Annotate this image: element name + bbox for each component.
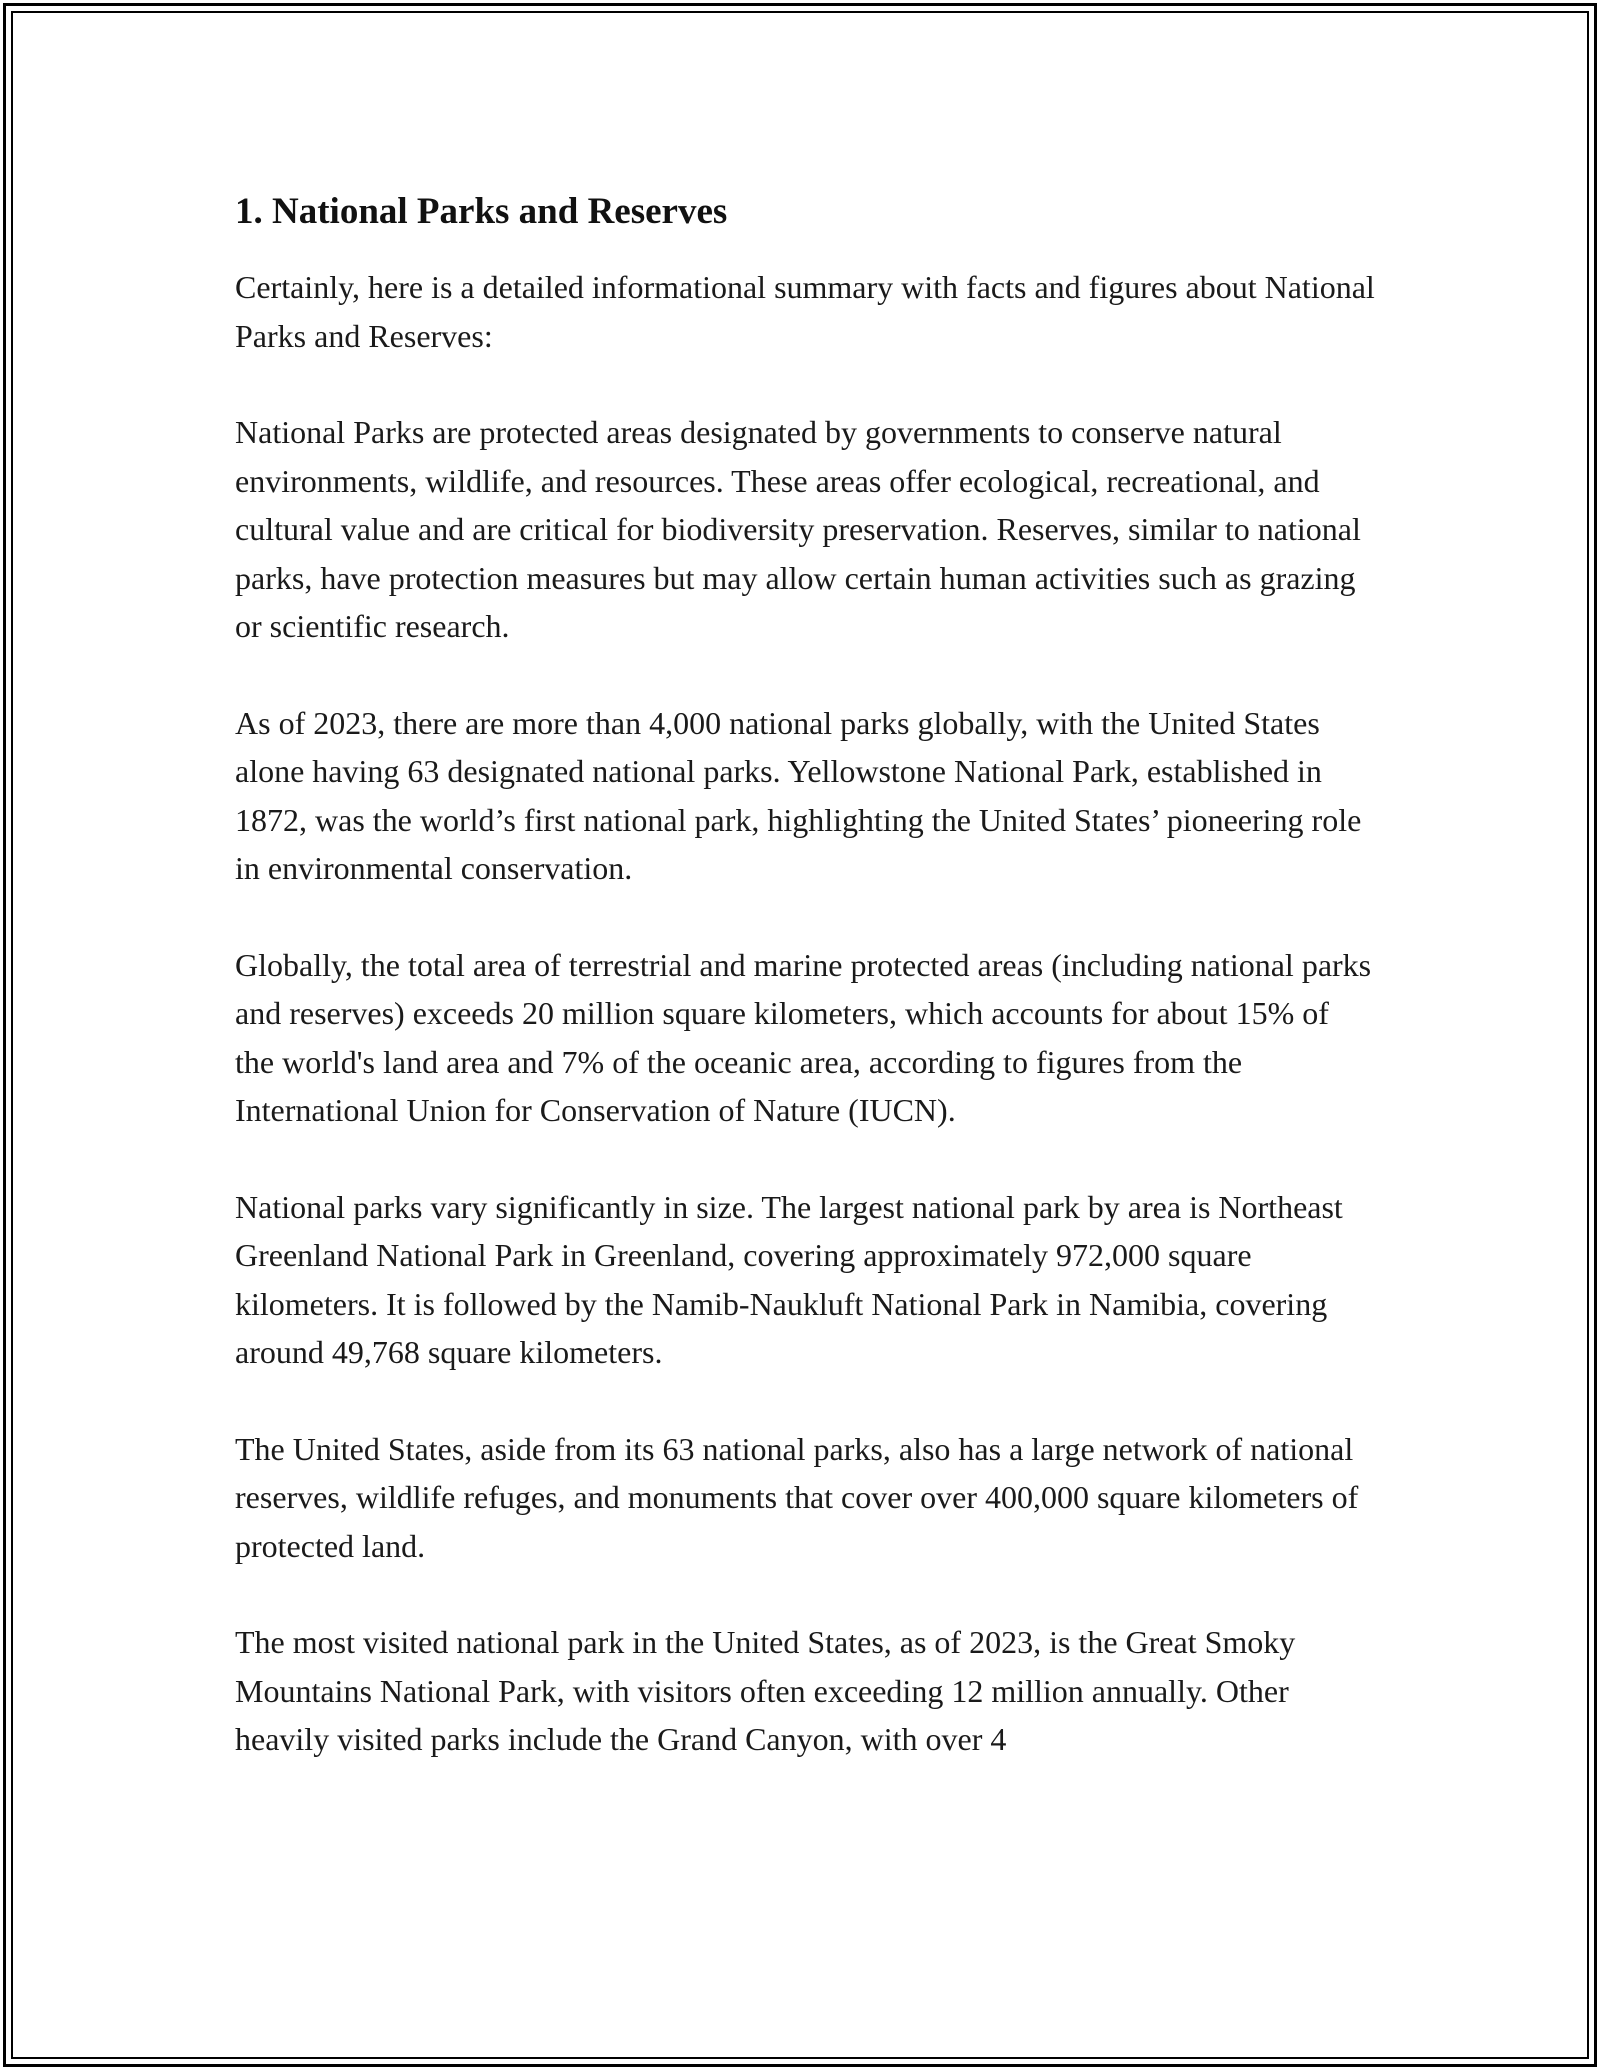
paragraph-global-area: Globally, the total area of terrestrial and marine protected areas (including national parks and reserves) exceeds 20 million square kilometers, which accounts for about 15% of the world's land area and 7% of the oceanic area, according to figures from the International Union for Conservation of Nature (IUCN). xyxy=(235,946,1372,1128)
paragraph-park-sizes: National parks vary significantly in size. The largest national park by area is Northeast Greenland National Park in Greenland, covering approximately 972,000 square kilometers. It is followed by the Namib-Naukluft National Park in Namibia, covering around 49,768 square kilometers. xyxy=(235,1188,1343,1370)
paragraph-us-network: The United States, aside from its 63 national parks, also has a large network of national reserves, wildlife refuges, and monuments that cover over 400,000 square kilometers of protected land. xyxy=(235,1430,1359,1564)
paragraph-intro: Certainly, here is a detailed informational summary with facts and figures about National Parks and Reserves: xyxy=(235,269,1375,354)
section-heading: 1. National Parks and Reserves xyxy=(235,191,728,232)
document-body xyxy=(235,185,1375,1812)
paragraph-history: As of 2023, there are more than 4,000 national parks globally, with the United States alone having 63 designated national parks. Yellowstone National Park, established in 1872, was the world’s first national park, highlighting the United States’ pioneering role in environmental conservation. xyxy=(235,704,1362,886)
paragraph-most-visited: The most visited national park in the United States, as of 2023, is the Great Smoky Mountains National Park, with visitors often exceeding 12 million annually. Other heavily visited parks include the Grand Canyon, with over 4 xyxy=(235,1624,1296,1757)
paragraph-definition: National Parks are protected areas designated by governments to conserve natural environments, wildlife, and resources. These areas offer ecological, recreational, and cultural value and are critical for biodiversity preservation. Reserves, similar to national parks, have protection measures but may allow certain human activities such as grazing or scientific research. xyxy=(235,414,1361,644)
